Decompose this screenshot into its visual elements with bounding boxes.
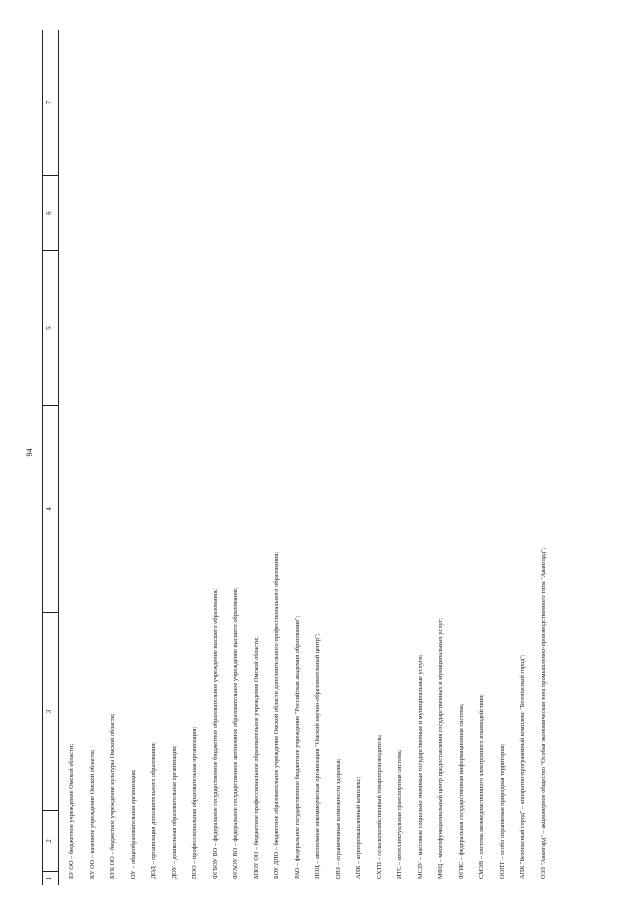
header-col-6: 6 [43,175,58,250]
rotated-page [25,20,615,885]
abbreviation-item: ДОУ – дошкольная образовательная организация; [170,745,178,879]
abbreviation-list [68,548,560,879]
abbreviation-item: ИТС – интеллектуальная транспортная система; [396,749,403,879]
abbreviation-item: ОВЗ – ограниченные возможности здоровья; [334,758,342,879]
abbreviation-item: АПК – агропромышленный комплекс; [355,776,362,879]
abbreviation-item: МСЗУ – массовые социально значимые государственные и муниципальные услуги; [416,654,424,879]
abbreviation-item: ПОО – профессиональная образовательная организация; [191,726,198,879]
abbreviation-item: КУ ОО – казенное учреждение Омской области; [88,749,96,879]
abbreviation-item: ОУ – общеобразовательная организация; [129,769,137,879]
abbreviation-item: СМЭВ – система межведомственного электронного взаимодействия; [478,694,485,879]
abbreviation-item: ДОД – организация дополнительного образования; [150,742,157,879]
page-number: 94 [25,448,34,457]
abbreviation-item: БПОУ ОО – бюджетное профессиональное образовательное учреждение Омской области; [252,637,260,879]
abbreviation-item: ФГИС – федеральная государственная информационная система; [457,703,465,879]
abbreviation-item: БОУ ДПО – бюджетное образовательное учреждение Омской области дополнительного профессионального образования; [273,551,280,879]
header-col-2: 2 [43,810,58,871]
abbreviation-item: БУК ОО – бюджетное учреждение культуры Омской области; [109,713,116,879]
header-col-3: 3 [43,612,58,810]
abbreviation-item: МФЦ – многофункциональный центр предоставления государственных и муниципальных услуг; [437,618,444,879]
header-col-4: 4 [43,405,58,612]
abbreviation-item: ФГБОУ ВО – федеральное государственное бюджетное образовательное учреждение высшего образования; [211,588,219,879]
abbreviation-item: ООПТ – особо охраняемая природная территория; [498,743,506,879]
abbreviation-item: ОЭЗ "Авангард" – акционерное общество "Особая экономическая зона промышленно-производственного типа "Авангард"; [539,547,547,879]
abbreviation-item: АПК "Безопасный город" – аппаратно-программный комплекс "Безопасный город"; [519,654,526,879]
header-col-1: 1 [43,871,58,885]
abbreviation-item: БУ ОО – бюджетное учреждение Омской области; [68,743,75,879]
table-header-row [42,30,59,885]
abbreviation-item: ФГАОУ ВО – федеральное государственное автономное образовательное учреждение высшего образования; [232,587,239,879]
header-col-7: 7 [45,100,53,105]
abbreviation-item: СХТП – сельскохозяйственный товаропроизводитель; [375,734,383,879]
abbreviation-item: РАО – федеральное государственное бюджетное учреждение "Российская академия образования"; [293,615,301,879]
abbreviation-item: НОЦ – автономная некоммерческая организация "Омский научно-образовательный центр"; [314,633,321,879]
header-col-5: 5 [43,250,58,405]
